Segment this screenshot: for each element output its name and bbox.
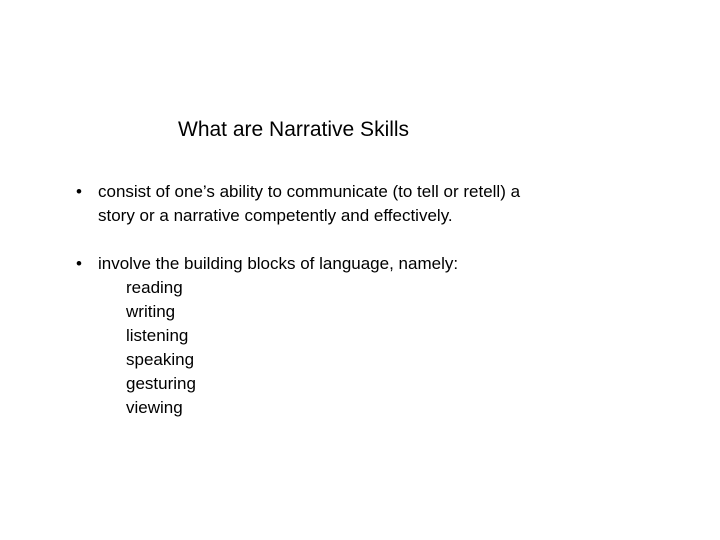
slide-title: What are Narrative Skills bbox=[178, 118, 410, 141]
list-item-writing: writing bbox=[126, 302, 176, 321]
language-skills-list bbox=[126, 276, 196, 420]
bullet-dot-icon: • bbox=[76, 254, 82, 273]
list-item-gesturing: gesturing bbox=[126, 374, 196, 393]
list-item-listening: listening bbox=[126, 326, 189, 345]
bullet-line: involve the building blocks of language, namely: bbox=[98, 254, 459, 273]
bullet-dot-icon: • bbox=[76, 182, 82, 201]
bullet-line: story or a narrative competently and effectively. bbox=[98, 206, 453, 225]
list-item-reading: reading bbox=[126, 278, 183, 297]
bullet-text bbox=[98, 252, 638, 276]
bullet-line: consist of one’s ability to communicate (to tell or retell) a bbox=[98, 182, 521, 201]
bullet-text bbox=[98, 180, 638, 228]
list-item-viewing: viewing bbox=[126, 398, 183, 417]
list-item-speaking: speaking bbox=[126, 350, 195, 369]
